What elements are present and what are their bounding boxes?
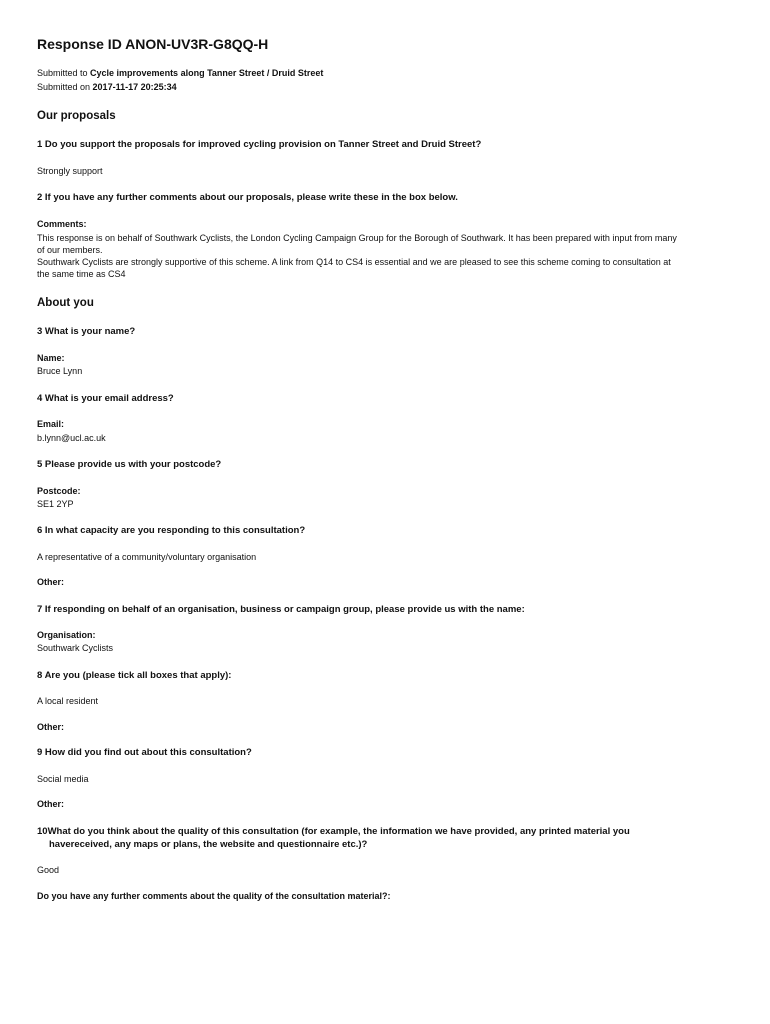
other-label-9: Other: — [37, 799, 64, 809]
email-value: b.lynn@ucl.ac.uk — [37, 433, 106, 443]
question-6: 6 In what capacity are you responding to this consultation? — [37, 525, 306, 536]
page-title: Response ID ANON-UV3R-G8QQ-H — [37, 36, 269, 52]
submitted-to — [37, 68, 323, 78]
question-11: Do you have any further comments about the quality of the consultation material?: — [37, 891, 391, 901]
email-label: Email: — [37, 419, 65, 429]
submitted-to-value: Cycle improvements along Tanner Street / Druid Street — [90, 68, 324, 78]
question-8: 8 Are you (please tick all boxes that apply): — [37, 670, 232, 681]
postcode-value: SE1 2YP — [37, 499, 74, 509]
answer-1: Strongly support — [37, 166, 103, 176]
question-7: 7 If responding on behalf of an organisation, business or campaign group, please provide us with the name: — [37, 604, 525, 615]
question-10-line-1: 10What do you think about the quality of this consultation (for example, the information we have provided, any printed material you — [37, 826, 630, 837]
section-about-you: About you — [37, 297, 94, 309]
answer-8: A local resident — [37, 696, 99, 706]
name-value: Bruce Lynn — [37, 366, 83, 376]
question-2: 2 If you have any further comments about our proposals, please write these in the box below. — [37, 192, 458, 203]
postcode-label: Postcode: — [37, 486, 81, 496]
name-label: Name: — [37, 353, 65, 363]
comments-label: Comments: — [37, 219, 87, 229]
question-3: 3 What is your name? — [37, 326, 136, 337]
question-10-line-2: havereceived, any maps or plans, the website and questionnaire etc.)? — [49, 839, 368, 850]
comments-line-3: Southwark Cyclists are strongly supportive of this scheme. A link from Q14 to CS4 is essential and we are pleased to see this scheme coming to consultation at — [37, 257, 671, 267]
submitted-on — [37, 82, 177, 92]
submitted-on-value: 2017-11-17 20:25:34 — [92, 82, 177, 92]
question-4: 4 What is your email address? — [37, 393, 174, 404]
section-our-proposals: Our proposals — [37, 110, 116, 122]
comments-line-1: This response is on behalf of Southwark Cyclists, the London Cycling Campaign Group for the Borough of Southwark. It has been prepared with input from many — [37, 233, 677, 243]
comments-line-2: of our members. — [37, 245, 103, 255]
organisation-label: Organisation: — [37, 630, 96, 640]
other-label-8: Other: — [37, 722, 64, 732]
submitted-to-prefix: Submitted to — [37, 68, 91, 78]
answer-9: Social media — [37, 774, 89, 784]
submitted-on-prefix: Submitted on — [37, 82, 93, 92]
organisation-value: Southwark Cyclists — [37, 643, 114, 653]
other-label-6: Other: — [37, 577, 64, 587]
question-1: 1 Do you support the proposals for improved cycling provision on Tanner Street and Druid Street? — [37, 139, 482, 150]
answer-10: Good — [37, 865, 60, 875]
question-5: 5 Please provide us with your postcode? — [37, 459, 222, 470]
comments-line-4: the same time as CS4 — [37, 269, 126, 279]
answer-6: A representative of a community/voluntary organisation — [37, 552, 257, 562]
question-9: 9 How did you find out about this consultation? — [37, 747, 252, 758]
